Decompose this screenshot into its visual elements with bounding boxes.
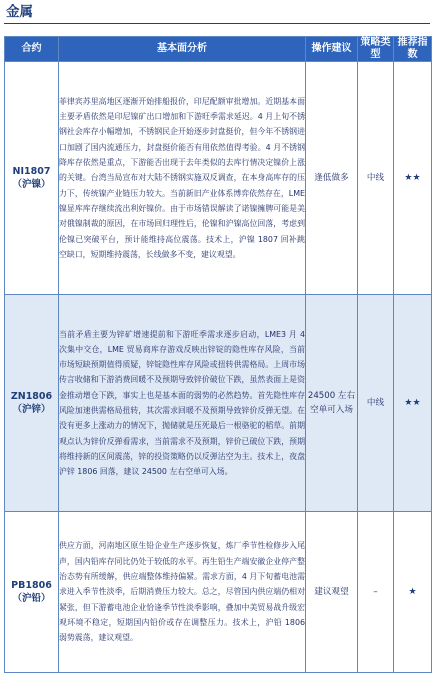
contract-code: ZN1806 <box>10 391 53 402</box>
rating-stars: ★ <box>394 512 432 673</box>
rating-stars: ★★ <box>394 295 432 512</box>
contract-name: （沪铅） <box>12 593 51 604</box>
header-advice: 操作建议 <box>306 37 358 62</box>
header-contract: 合约 <box>5 37 59 62</box>
table-row-lead <box>5 512 432 673</box>
rating-stars: ★★ <box>394 62 432 295</box>
contract-code: NI1807 <box>12 166 51 177</box>
contract-cell <box>5 295 59 512</box>
metals-table <box>4 36 432 673</box>
contract-name: （沪镍） <box>12 179 51 190</box>
contract-code: PB1806 <box>11 580 52 591</box>
advice-cell: 24500 左右空单可入场 <box>306 295 358 512</box>
strategy-cell: 中线 <box>358 295 394 512</box>
table-header-row <box>5 37 432 62</box>
strategy-cell: 中线 <box>358 62 394 295</box>
table-row-zinc <box>5 295 432 512</box>
strategy-cell: – <box>358 512 394 673</box>
table-row-nickel <box>5 62 432 295</box>
advice-cell: 建议观望 <box>306 512 358 673</box>
header-analysis: 基本面分析 <box>59 37 306 62</box>
title-divider <box>4 23 430 24</box>
contract-cell <box>5 62 59 295</box>
contract-name: （沪锌） <box>12 404 51 415</box>
analysis-cell: 当前矛盾主要为锌矿增速提前和下游旺季需求逐步启动，LME3 月 4 次集中交仓，LME 贸易商库存游戏反映出锌锭的隐性库存风险，当前市场短缺预期值得质疑，锌锭隐性库存风险或扭转供需格局。上周市场传言收储和下游消费回暖不及预期导致锌价破位下跌，虽然表面上是资金推动增仓下跌，事实上也是基本面的弱势的必然趋势。首先隐性库存风险加速供需格局扭转，其次需求回暖不及预期导致锌价反弹无望。在没有更多上涨动力的情况下，抛储就是压死最后一根骆驼的稻草。前期观点认为锌价反弹看需求，当前需求不及预期，锌价已破位下跌，预期将维持新的区间震荡，锌的投资策略仍以反弹沽空为主。技术上，夜盘沪锌 1806 回落，建议 24500 左右空单可入场。 <box>59 295 306 512</box>
analysis-cell: 供应方面，河南地区原生铅企业生产逐步恢复，炼厂季节性检修步入尾声，国内铅库存同比仍处于较低的水平。再生铅生产端安徽企业停产整治态势有所缓解，供应端整体维持偏紧。需求方面，4 月下旬蓄电池需求进入季节性淡季，后期消费压力较大。总之，尽管国内供应端仍相对紧张，但下游蓄电池企业恰逢季节性淡季影响，叠加中美贸易战升级宏观环境不稳定，短期国内铅价或存在调整压力。技术上，沪铅 1806 弱势震荡，建议观望。 <box>59 512 306 673</box>
header-rating: 推荐指数 <box>394 37 432 62</box>
header-strategy: 策略类型 <box>358 37 394 62</box>
contract-cell <box>5 512 59 673</box>
analysis-cell: 菲律宾苏里高地区逐渐开始排船报价，印尼配额审批增加。近期基本面主要矛盾依然是印尼镍矿出口增加和下游旺季需求延迟。4 月上旬不锈钢社会库存小幅增加，不锈钢民企开始逐步封盘挺价，但今年不锈钢进口加剧了国内流通压力，封盘挺价能否有用依然值得考验。4 月不锈钢降库存依然是重点，下游能否出现于去年类似的去库行情决定镍价上涨的关键。台湾当局宣布对大陆不锈钢实施双反调查，在本身高库存的压力下，传统镍产业链压力较大。当前新旧产业体系博弈依然存在，LME 镍显库库存继续流出利好镍价。由于市场错误解读了诺镍擁脾可能是美对俄镍制裁的原因，在市场回归理性后，伦镍和沪镍高位回落，考虑到伦镍已突破平台，预计能维持高位震荡。技术上，沪镍 1807 回补跳空缺口，短期维持震荡，长线做多不变，建议观望。 <box>59 62 306 295</box>
section-title: 金属 <box>6 4 33 20</box>
advice-cell: 逢低做多 <box>306 62 358 295</box>
